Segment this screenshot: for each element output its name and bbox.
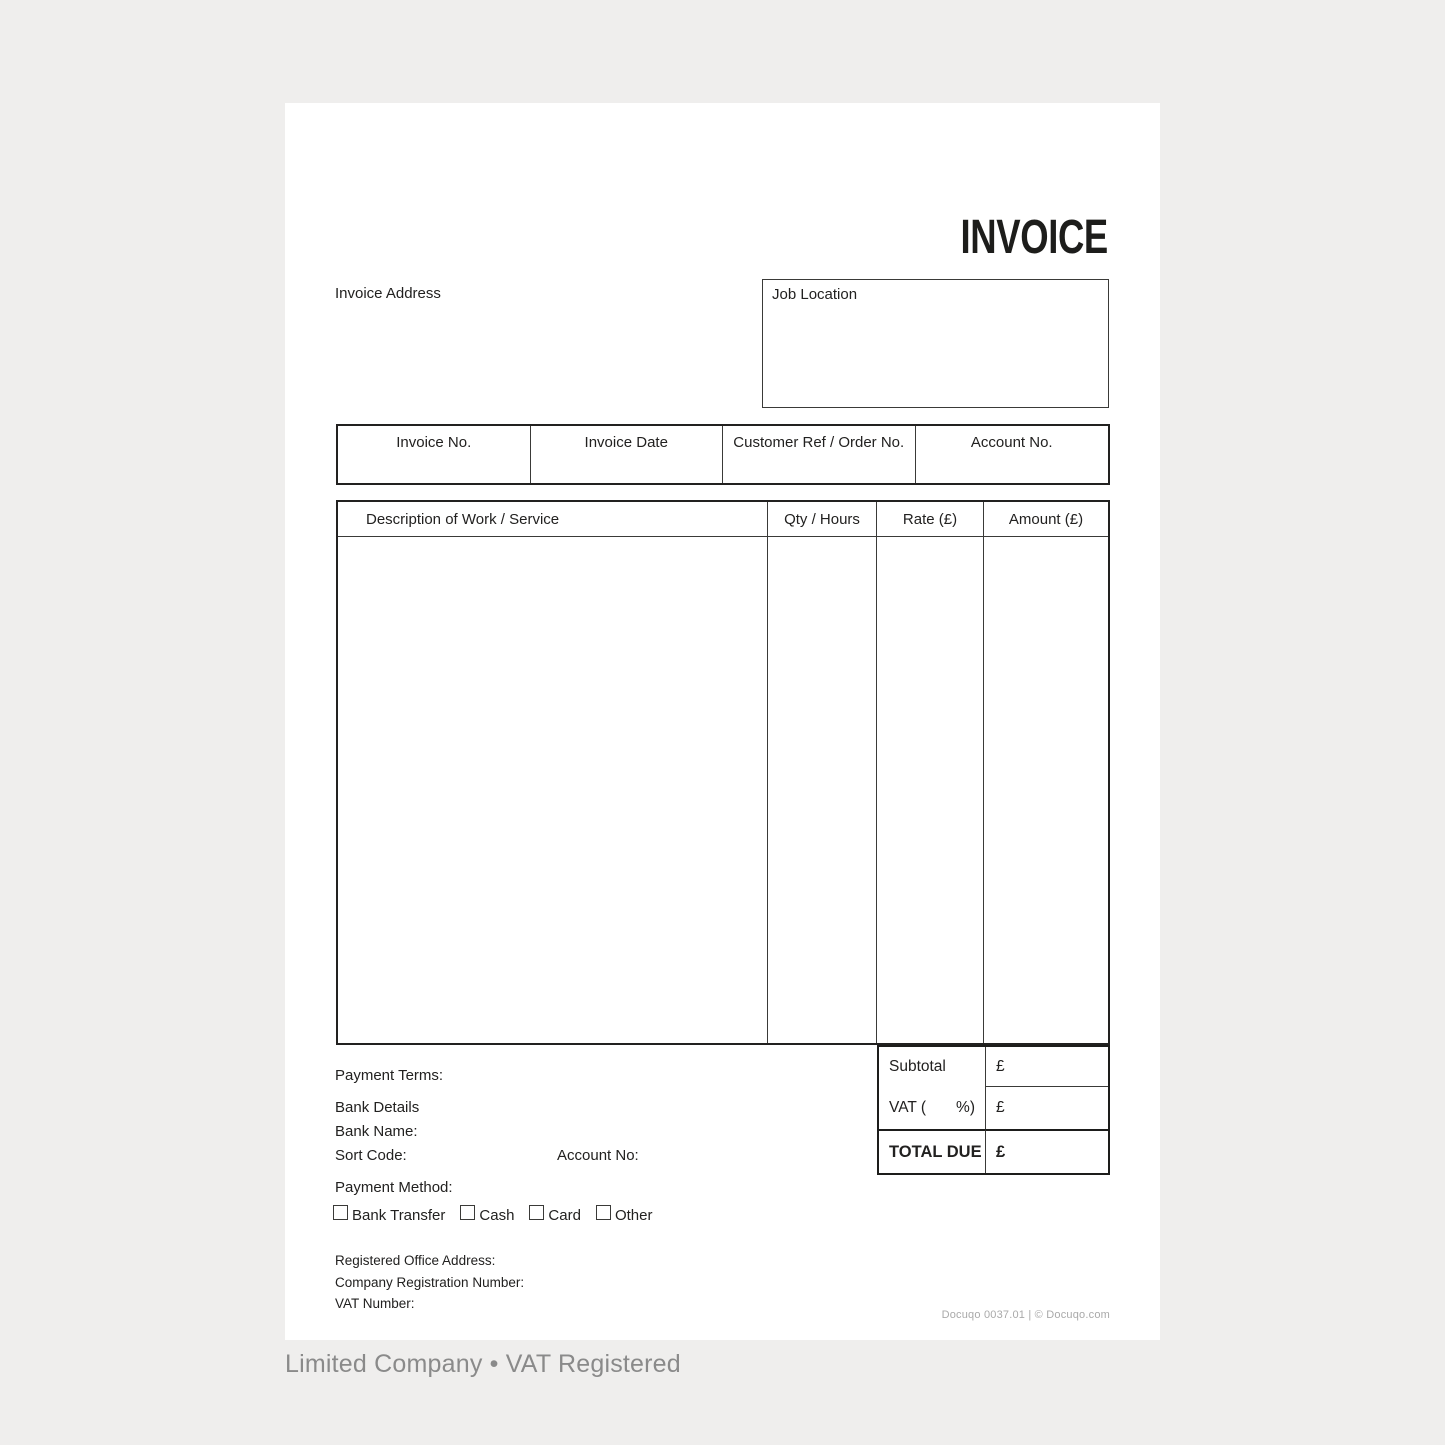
payment-method-card[interactable] bbox=[529, 1201, 581, 1224]
vat-label: VAT ( %) bbox=[889, 1099, 975, 1116]
currency-symbol: £ bbox=[996, 1057, 1005, 1075]
vat-number-label: VAT Number: bbox=[335, 1296, 415, 1311]
card-label: Card bbox=[548, 1207, 581, 1224]
work-items-table bbox=[336, 500, 1110, 1045]
currency-symbol: £ bbox=[996, 1099, 1005, 1116]
payment-method-label: Payment Method: bbox=[335, 1179, 453, 1196]
customer-ref-field[interactable] bbox=[723, 426, 916, 483]
rate-entry-area[interactable] bbox=[877, 537, 984, 1043]
vat-percent-close: %) bbox=[956, 1099, 975, 1116]
docuqo-credit: Docuqo 0037.01 | © Docuqo.com bbox=[941, 1309, 1110, 1321]
payment-method-options bbox=[333, 1201, 667, 1224]
template-caption: Limited Company • VAT Registered bbox=[285, 1350, 681, 1378]
job-location-field[interactable] bbox=[762, 279, 1109, 408]
description-entry-area[interactable] bbox=[338, 537, 768, 1043]
bank-transfer-label: Bank Transfer bbox=[352, 1207, 446, 1224]
sort-code-label: Sort Code: bbox=[335, 1147, 407, 1164]
invoice-no-field[interactable] bbox=[338, 426, 531, 483]
cash-checkbox-icon[interactable] bbox=[460, 1205, 475, 1220]
card-checkbox-icon[interactable] bbox=[529, 1205, 544, 1220]
account-no-field[interactable] bbox=[916, 426, 1109, 483]
vat-value-field[interactable] bbox=[985, 1087, 1108, 1129]
subtotal-label: Subtotal bbox=[889, 1058, 946, 1075]
other-label: Other bbox=[614, 1207, 653, 1224]
invoice-date-field[interactable] bbox=[531, 426, 724, 483]
invoice-date-label: Invoice Date bbox=[584, 434, 668, 451]
payment-method-other[interactable] bbox=[596, 1201, 653, 1224]
amount-column-header: Amount (£) bbox=[984, 502, 1108, 537]
invoice-page bbox=[285, 103, 1160, 1340]
total-due-label: TOTAL DUE bbox=[879, 1129, 985, 1173]
description-column-header: Description of Work / Service bbox=[338, 502, 768, 537]
registered-office-label: Registered Office Address: bbox=[335, 1253, 496, 1268]
total-due-value-field[interactable] bbox=[985, 1129, 1108, 1173]
bank-account-no-label: Account No: bbox=[557, 1147, 639, 1164]
payment-terms-label: Payment Terms: bbox=[335, 1067, 444, 1084]
cash-label: Cash bbox=[479, 1207, 515, 1224]
rate-column-header: Rate (£) bbox=[877, 502, 984, 537]
amount-entry-area[interactable] bbox=[984, 537, 1108, 1043]
page-title: INVOICE bbox=[960, 211, 1108, 264]
bank-name-label: Bank Name: bbox=[335, 1123, 418, 1140]
sort-code-row bbox=[335, 1147, 835, 1164]
totals-table bbox=[877, 1045, 1110, 1175]
bank-transfer-checkbox-icon[interactable] bbox=[333, 1205, 348, 1220]
payment-method-cash[interactable] bbox=[460, 1201, 514, 1224]
currency-symbol: £ bbox=[996, 1142, 1006, 1161]
qty-column-header: Qty / Hours bbox=[768, 502, 877, 537]
payment-method-bank-transfer[interactable] bbox=[333, 1201, 445, 1224]
invoice-address-label: Invoice Address bbox=[335, 285, 441, 302]
subtotal-value-field[interactable] bbox=[985, 1047, 1108, 1087]
invoice-meta-table bbox=[336, 424, 1110, 485]
invoice-no-label: Invoice No. bbox=[396, 434, 472, 451]
job-location-label: Job Location bbox=[772, 286, 858, 303]
company-registration-label: Company Registration Number: bbox=[335, 1275, 525, 1290]
other-checkbox-icon[interactable] bbox=[596, 1205, 611, 1220]
account-no-label: Account No. bbox=[970, 434, 1053, 451]
customer-ref-label: Customer Ref / Order No. bbox=[733, 434, 905, 451]
qty-entry-area[interactable] bbox=[768, 537, 877, 1043]
bank-details-label: Bank Details bbox=[335, 1099, 420, 1116]
